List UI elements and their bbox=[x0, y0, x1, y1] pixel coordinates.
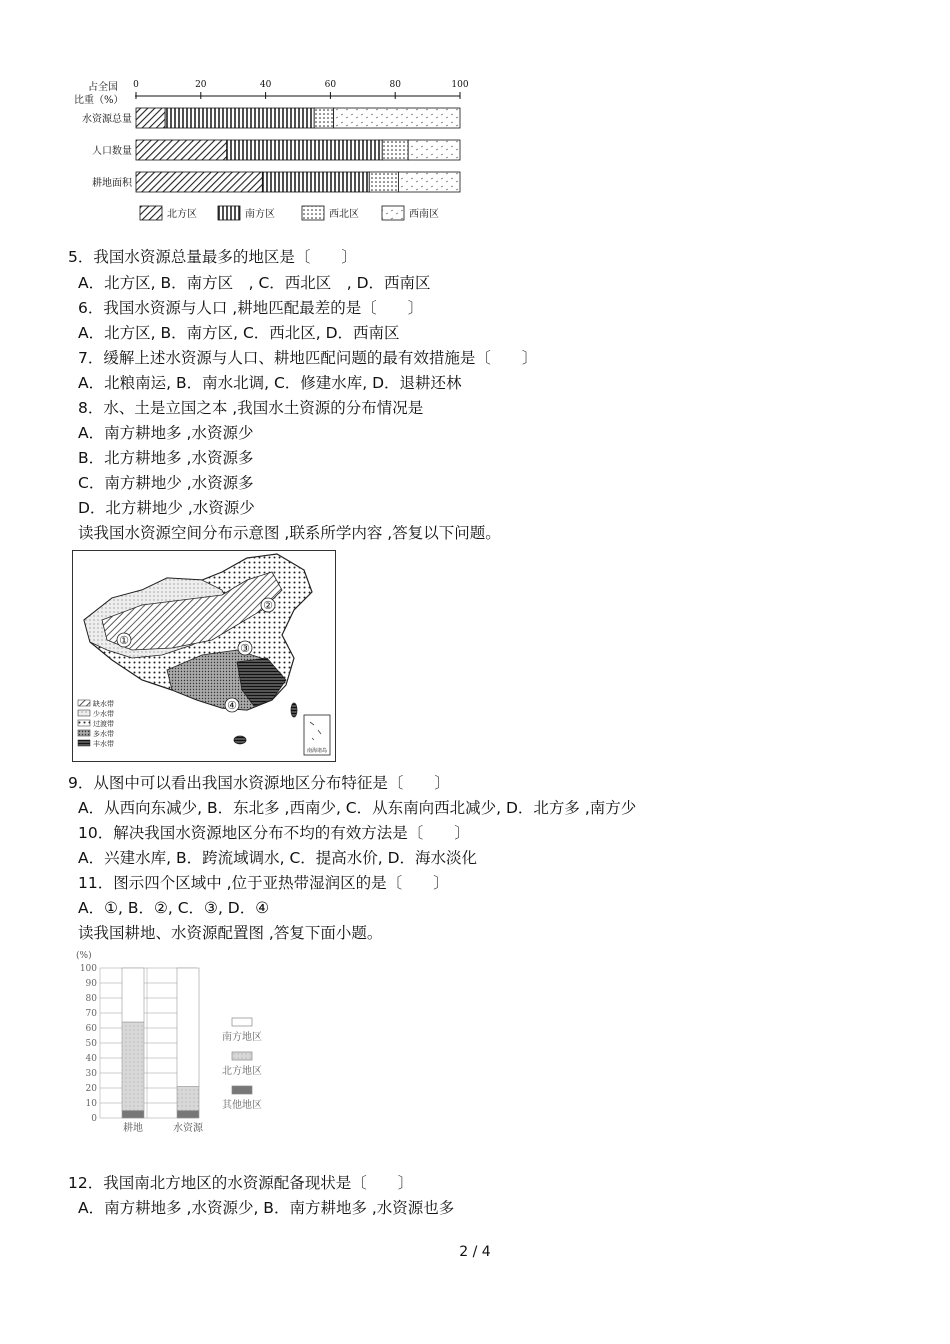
chart1-legend-swatch bbox=[218, 206, 240, 220]
q8-option-d: D．北方耕地少 ,水资源少 bbox=[78, 499, 255, 517]
chart1-axis-title: 比重（%） bbox=[74, 95, 124, 106]
chart1-bar-segment bbox=[398, 172, 460, 192]
chart1-bar-segment bbox=[382, 140, 408, 160]
chart1-bar-segment bbox=[165, 108, 314, 128]
chart1-tick-label: 100 bbox=[451, 80, 469, 90]
map-legend-transition: 过渡带 bbox=[93, 720, 114, 728]
chart1-bar-segment bbox=[227, 140, 383, 160]
q5-options: A．北方区, B．南方区 , C．西北区 , D．西南区 bbox=[78, 274, 431, 292]
chart2-ylabel: (%) bbox=[76, 951, 92, 961]
chart2-legend-label: 南方地区 bbox=[222, 1032, 262, 1043]
chart2-legend-swatch bbox=[232, 1018, 252, 1026]
chart1-bar-segment bbox=[136, 172, 262, 192]
question-9: 9．从图中可以看出我国水资源地区分布特征是〔 〕 bbox=[68, 774, 450, 792]
chart2-tick-label: 90 bbox=[85, 979, 97, 989]
q10-options: A．兴建水库, B．跨流域调水, C．提高水价, D．海水淡化 bbox=[78, 849, 478, 867]
chart1-bar-segment bbox=[408, 140, 460, 160]
chart1-tick-label: 0 bbox=[133, 80, 139, 90]
chart1-legend-swatch bbox=[302, 206, 324, 220]
chart2-bar-segment bbox=[177, 1111, 199, 1119]
q8-option-a: A．南方耕地多 ,水资源少 bbox=[78, 424, 254, 442]
chart2-bar-segment bbox=[122, 1022, 144, 1111]
chart2-tick-label: 80 bbox=[85, 994, 97, 1004]
resource-share-chart bbox=[70, 72, 480, 232]
chart1-bar-segment bbox=[334, 108, 460, 128]
chart2-intro: 读我国耕地、水资源配置图 ,答复下面小题。 bbox=[78, 924, 383, 942]
chart1-legend-label: 北方区 bbox=[167, 209, 197, 220]
chart1-bar-segment bbox=[136, 108, 165, 128]
chart1-axis-title: 占全国 bbox=[88, 82, 118, 93]
q9-options: A．从西向东减少, B．东北多 ,西南少, C．从东南向西北减少, D．北方多 ,南方少 bbox=[78, 799, 637, 817]
question-5: 5．我国水资源总量最多的地区是〔 〕 bbox=[68, 248, 357, 266]
chart2-tick-label: 40 bbox=[85, 1054, 97, 1064]
q7-options: A．北粮南运, B．南水北调, C．修建水库, D．退耕还林 bbox=[78, 374, 462, 392]
q8-option-b: B．北方耕地多 ,水资源多 bbox=[78, 449, 254, 467]
question-11: 11．图示四个区域中 ,位于亚热带湿润区的是〔 〕 bbox=[78, 874, 449, 892]
chart1-legend-label: 南方区 bbox=[245, 209, 275, 220]
question-7: 7．缓解上述水资源与人口、耕地匹配问题的最有效措施是〔 〕 bbox=[78, 349, 538, 367]
q8-option-c: C．南方耕地少 ,水资源多 bbox=[78, 474, 254, 492]
question-6: 6．我国水资源与人口 ,耕地匹配最差的是〔 〕 bbox=[78, 299, 424, 317]
map-legend-lack: 缺水带 bbox=[93, 700, 114, 708]
chart2-bar-segment bbox=[122, 968, 144, 1022]
chart2-bar-segment bbox=[177, 1087, 199, 1111]
map-legend-much: 多水带 bbox=[93, 730, 114, 738]
region-label-2: ② bbox=[263, 599, 273, 612]
chart2-tick-label: 10 bbox=[85, 1099, 97, 1109]
chart2-legend-label: 其他地区 bbox=[222, 1100, 262, 1111]
question-12: 12．我国南北方地区的水资源配备现状是〔 〕 bbox=[68, 1174, 414, 1192]
chart2-tick-label: 0 bbox=[91, 1114, 97, 1124]
map-legend-rich: 丰水带 bbox=[93, 740, 114, 748]
chart1-legend-label: 西北区 bbox=[329, 209, 359, 220]
chart2-category-label: 水资源 bbox=[173, 1123, 203, 1134]
chart2-legend-label: 北方地区 bbox=[222, 1066, 262, 1077]
chart1-category-label: 耕地面积 bbox=[92, 178, 132, 189]
question-8: 8．水、土是立国之本 ,我国水土资源的分布情况是 bbox=[78, 399, 424, 417]
farmland-water-chart bbox=[72, 948, 282, 1140]
page-number: 2 / 4 bbox=[459, 1244, 491, 1260]
question-10: 10．解决我国水资源地区分布不均的有效方法是〔 〕 bbox=[78, 824, 470, 842]
q12-options: A．南方耕地多 ,水资源少, B．南方耕地多 ,水资源也多 bbox=[78, 1199, 455, 1217]
chart1-legend-swatch bbox=[140, 206, 162, 220]
chart2-tick-label: 30 bbox=[85, 1069, 97, 1079]
chart2-tick-label: 100 bbox=[79, 964, 97, 974]
chart2-tick-label: 60 bbox=[85, 1024, 97, 1034]
chart2-tick-label: 50 bbox=[85, 1039, 97, 1049]
chart1-bar-segment bbox=[369, 172, 398, 192]
map-intro: 读我国水资源空间分布示意图 ,联系所学内容 ,答复以下问题。 bbox=[78, 524, 501, 542]
chart1-legend-label: 西南区 bbox=[409, 209, 439, 220]
region-label-3: ③ bbox=[240, 642, 250, 655]
chart1-category-label: 水资源总量 bbox=[82, 114, 132, 125]
chart1-bar-segment bbox=[314, 108, 333, 128]
chart1-bar-segment bbox=[262, 172, 369, 192]
q11-options: A．①, B．②, C．③, D．④ bbox=[78, 899, 270, 917]
chart2-category-label: 耕地 bbox=[123, 1123, 143, 1134]
chart1-tick-label: 80 bbox=[389, 80, 401, 90]
chart2-legend-swatch bbox=[232, 1052, 252, 1060]
q6-options: A．北方区, B．南方区, C．西北区, D．西南区 bbox=[78, 324, 400, 342]
chart1-tick-label: 20 bbox=[195, 80, 207, 90]
chart2-tick-label: 20 bbox=[85, 1084, 97, 1094]
region-label-1: ① bbox=[119, 634, 129, 647]
chart1-category-label: 人口数量 bbox=[92, 146, 132, 157]
water-distribution-map bbox=[72, 550, 336, 762]
chart2-bar-segment bbox=[177, 968, 199, 1087]
chart1-bar-segment bbox=[136, 140, 227, 160]
chart2-bar-segment bbox=[122, 1111, 144, 1119]
map-legend-little: 少水带 bbox=[93, 710, 114, 718]
chart2-tick-label: 70 bbox=[85, 1009, 97, 1019]
region-label-4: ④ bbox=[227, 699, 237, 712]
chart1-tick-label: 60 bbox=[324, 80, 337, 90]
map-inset-label: 南海诸岛 bbox=[306, 748, 328, 754]
chart1-legend-swatch bbox=[382, 206, 404, 220]
chart2-legend-swatch bbox=[232, 1086, 252, 1094]
chart1-tick-label: 40 bbox=[259, 80, 272, 90]
